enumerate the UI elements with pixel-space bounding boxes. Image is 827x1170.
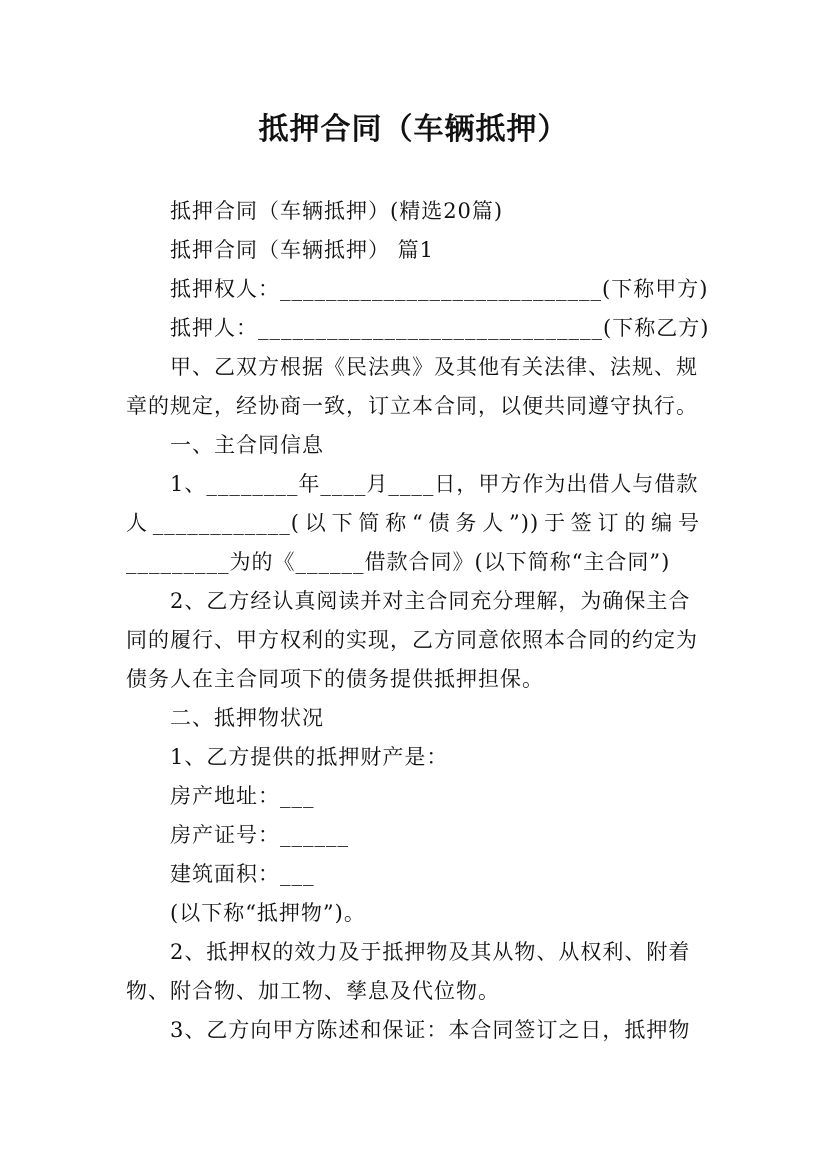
text-line-property-cert: 房产证号：______	[170, 823, 349, 847]
text-line-clause-2-3: 3、乙方向甲方陈述和保证：本合同签订之日，抵押物	[170, 1018, 691, 1042]
text-line-preamble-1: 甲、乙双方根据《民法典》及其他有关法律、法规、规	[170, 355, 698, 379]
text-line-clause-1-2a: 2、乙方经认真阅读并对主合同充分理解，为确保主合	[170, 589, 691, 613]
text-line-clause-2-1: 1、乙方提供的抵押财产是：	[170, 745, 449, 769]
text-line-clause-1-1b: 人____________(以下简称“债务人”))于签订的编号	[126, 511, 700, 535]
section-heading-1: 一、主合同信息	[170, 433, 324, 457]
text-line-clause-1-2b: 同的履行、甲方权利的实现，乙方同意依照本合同的约定为	[126, 628, 698, 652]
text-line-property-address: 房产地址：___	[170, 784, 315, 808]
text-line-clause-1-1a: 1、________年____月____日，甲方作为出借人与借款	[170, 472, 699, 496]
text-line-clause-1-1c: _________为的《______借款合同》(以下简称“主合同”)	[126, 550, 671, 574]
text-line-subtitle: 抵押合同（车辆抵押）(精选20篇)	[170, 199, 504, 223]
text-line-clause-2-2b: 物、附合物、加工物、孳息及代位物。	[126, 979, 500, 1003]
text-line-collateral-term: (以下称“抵押物”)。	[170, 901, 366, 925]
document-title: 抵押合同（车辆抵押）	[258, 112, 569, 147]
text-line-chapter: 抵押合同（车辆抵押） 篇1	[170, 238, 435, 262]
section-heading-2: 二、抵押物状况	[170, 706, 324, 730]
text-line-mortgagee: 抵押权人：____________________________(下称甲方)	[170, 277, 709, 301]
text-line-preamble-2: 章的规定，经协商一致，订立本合同，以便共同遵守执行。	[126, 394, 698, 418]
text-line-clause-2-2a: 2、抵押权的效力及于抵押物及其从物、从权利、附着	[170, 940, 691, 964]
text-line-mortgagor: 抵押人：______________________________(下称乙方)	[170, 316, 710, 340]
text-line-building-area: 建筑面积：___	[170, 862, 315, 886]
text-line-clause-1-2c: 债务人在主合同项下的债务提供抵押担保。	[126, 667, 544, 691]
